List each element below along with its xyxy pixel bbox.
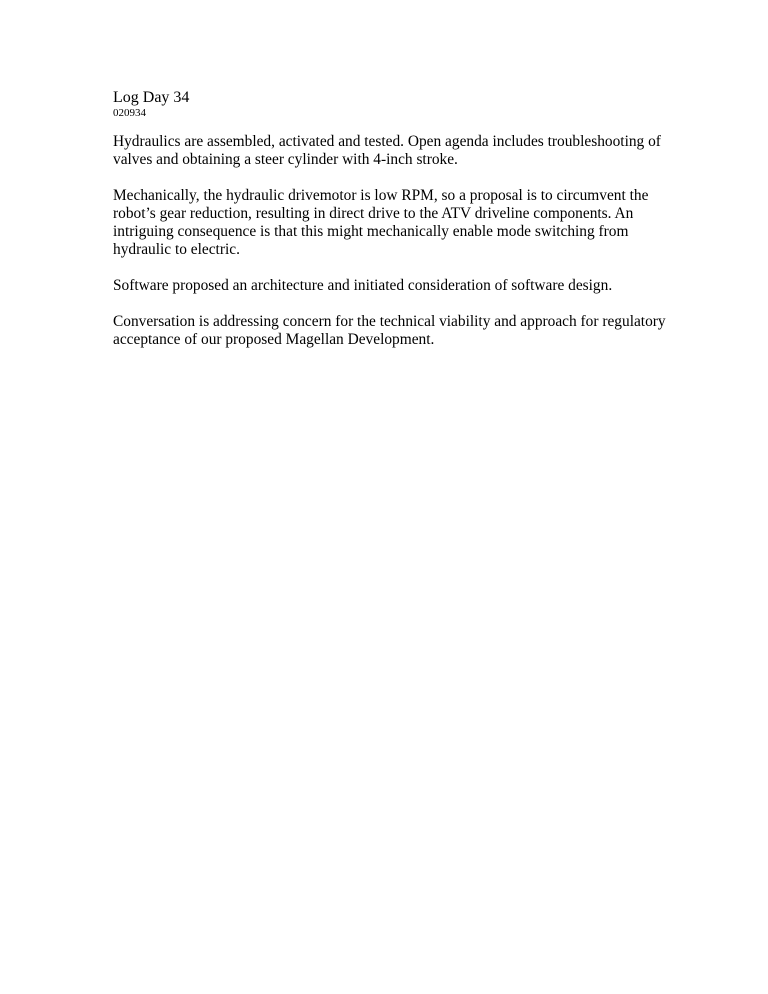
paragraph-line: robot’s gear reduction, resulting in direct drive to the ATV driveline components. An [113, 205, 634, 222]
paragraph-line: Hydraulics are assembled, activated and tested. Open agenda includes troubleshooting of [113, 133, 661, 150]
paragraph-conversation [113, 313, 673, 349]
paragraph-mechanical [113, 187, 673, 259]
paragraph-line: acceptance of our proposed Magellan Development. [113, 331, 435, 348]
document-body [113, 89, 673, 367]
paragraph-software [113, 277, 673, 295]
paragraph-line: intriguing consequence is that this might mechanically enable mode switching from [113, 223, 629, 240]
paragraph-hydraulics [113, 133, 673, 169]
paragraph-line: Mechanically, the hydraulic drivemotor is low RPM, so a proposal is to circumvent the [113, 187, 649, 204]
paragraph-line: hydraulic to electric. [113, 241, 240, 258]
paragraph-line: Conversation is addressing concern for the technical viability and approach for regulatory [113, 313, 666, 330]
paragraph-line: valves and obtaining a steer cylinder with 4-inch stroke. [113, 151, 458, 168]
paragraph-line: Software proposed an architecture and initiated consideration of software design. [113, 277, 613, 294]
log-title: Log Day 34 [113, 89, 190, 106]
log-code: 020934 [113, 107, 146, 119]
